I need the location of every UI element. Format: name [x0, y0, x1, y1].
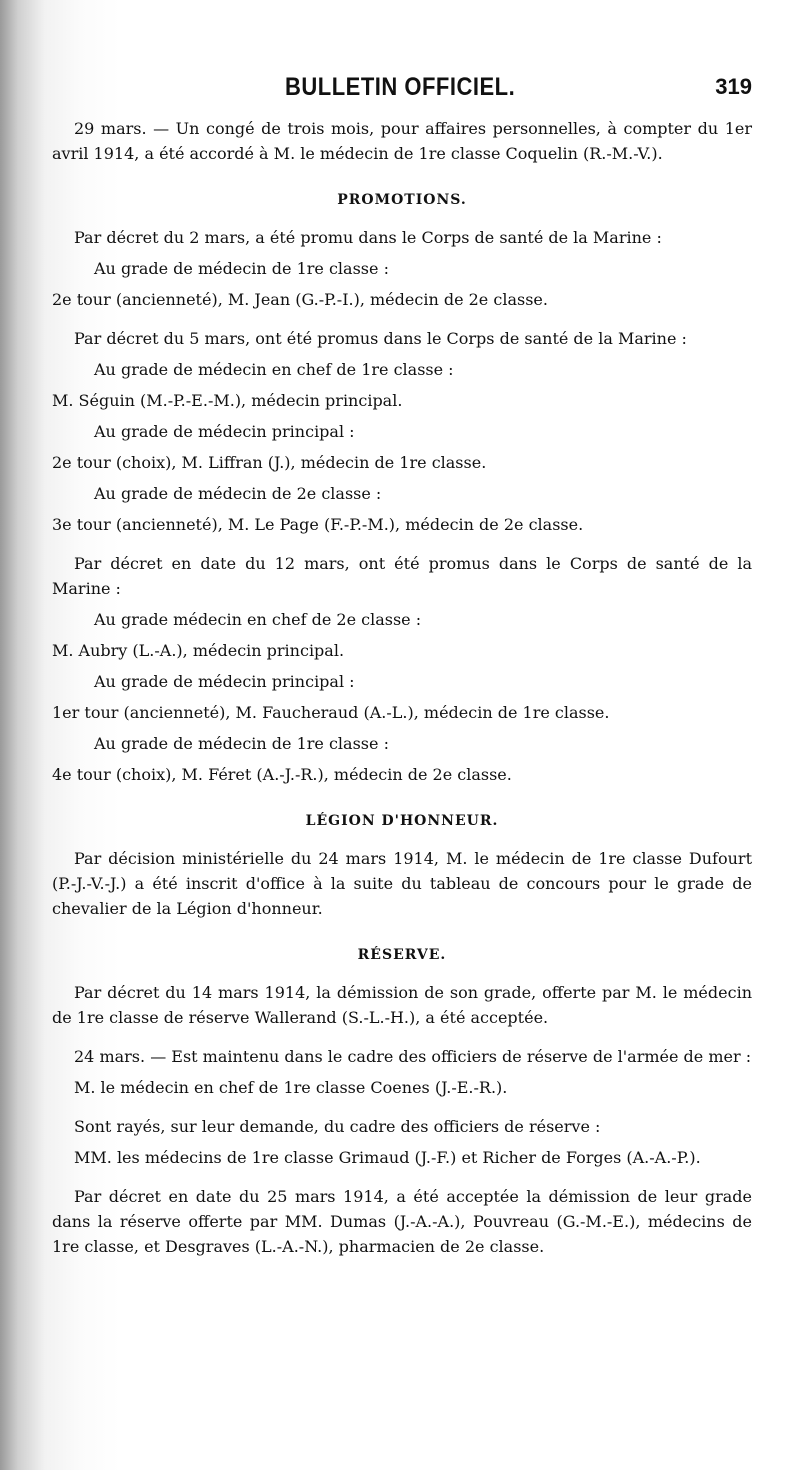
grade-line: Au grade de médecin de 2e classe :: [94, 484, 382, 503]
paragraph-conge: 29 mars. — Un congé de trois mois, pour affaires personnelles, à compter du 1er avril 1914, a été accordé à M. le médecin de 1re classe Coquelin (R.-M.-V.).: [52, 119, 752, 163]
page-body: [52, 116, 752, 1259]
paragraph-reserve-1: Par décret du 14 mars 1914, la démission de son grade, offerte par M. le médecin de 1re classe de réserve Wallerand (S.-L.-H.), a été acceptée.: [52, 983, 752, 1027]
paragraph-reserve-2-intro: 24 mars. — Est maintenu dans le cadre des officiers de réserve de l'armée de mer :: [74, 1047, 752, 1066]
paragraph-legion: Par décision ministérielle du 24 mars 1914, M. le médecin de 1re classe Dufourt (P.-J.-V.-J.) a été inscrit d'office à la suite du tableau de concours pour le grade de chevalier de la Légion d'honneur.: [52, 849, 752, 918]
paragraph-promotion-3-intro: Par décret en date du 12 mars, ont été promus dans le Corps de santé de la Marine :: [52, 554, 752, 598]
grade-line: Au grade de médecin de 1re classe :: [94, 734, 389, 753]
section-heading-promotions: PROMOTIONS.: [337, 192, 467, 208]
section-heading-reserve: RÉSERVE.: [357, 947, 447, 963]
grade-line: Au grade de médecin de 1re classe :: [94, 259, 389, 278]
promotion-entry: 3e tour (ancienneté), M. Le Page (F.-P.-M.), médecin de 2e classe.: [52, 515, 584, 534]
promotion-entry: M. Aubry (L.-A.), médecin principal.: [52, 641, 345, 660]
page-number: 319: [715, 74, 752, 99]
paragraph-reserve-3-intro: Sont rayés, sur leur demande, du cadre des officiers de réserve :: [74, 1117, 601, 1136]
promotion-entry: 2e tour (choix), M. Liffran (J.), médecin de 1re classe.: [52, 453, 487, 472]
promotion-entry: M. Séguin (M.-P.-E.-M.), médecin principal.: [52, 391, 403, 410]
paragraph-promotion-1-intro: Par décret du 2 mars, a été promu dans le Corps de santé de la Marine :: [74, 228, 662, 247]
grade-line: Au grade médecin en chef de 2e classe :: [94, 610, 422, 629]
reserve-entry: M. le médecin en chef de 1re classe Coenes (J.-E.-R.).: [74, 1078, 508, 1097]
reserve-entry: MM. les médecins de 1re classe Grimaud (J.-F.) et Richer de Forges (A.-A.-P.).: [74, 1148, 701, 1167]
running-title: BULLETIN OFFICIEL.: [285, 72, 516, 101]
paragraph-promotion-2-intro: Par décret du 5 mars, ont été promus dans le Corps de santé de la Marine :: [74, 329, 687, 348]
grade-line: Au grade de médecin principal :: [94, 422, 355, 441]
paragraph-reserve-4: Par décret en date du 25 mars 1914, a été acceptée la démission de leur grade dans la réserve offerte par MM. Dumas (J.-A.-A.), Pouvreau (G.-M.-E.), médecins de 1re classe, et Desgraves (L.-A.-N.), pharmacien de 2e classe.: [52, 1187, 752, 1256]
section-heading-legion: LÉGION D'HONNEUR.: [305, 813, 499, 829]
page-header: [0, 74, 800, 104]
grade-line: Au grade de médecin en chef de 1re classe :: [94, 360, 454, 379]
grade-line: Au grade de médecin principal :: [94, 672, 355, 691]
promotion-entry: 2e tour (ancienneté), M. Jean (G.-P.-I.), médecin de 2e classe.: [52, 290, 548, 309]
promotion-entry: 4e tour (choix), M. Féret (A.-J.-R.), médecin de 2e classe.: [52, 765, 512, 784]
promotion-entry: 1er tour (ancienneté), M. Faucheraud (A.-L.), médecin de 1re classe.: [52, 703, 610, 722]
